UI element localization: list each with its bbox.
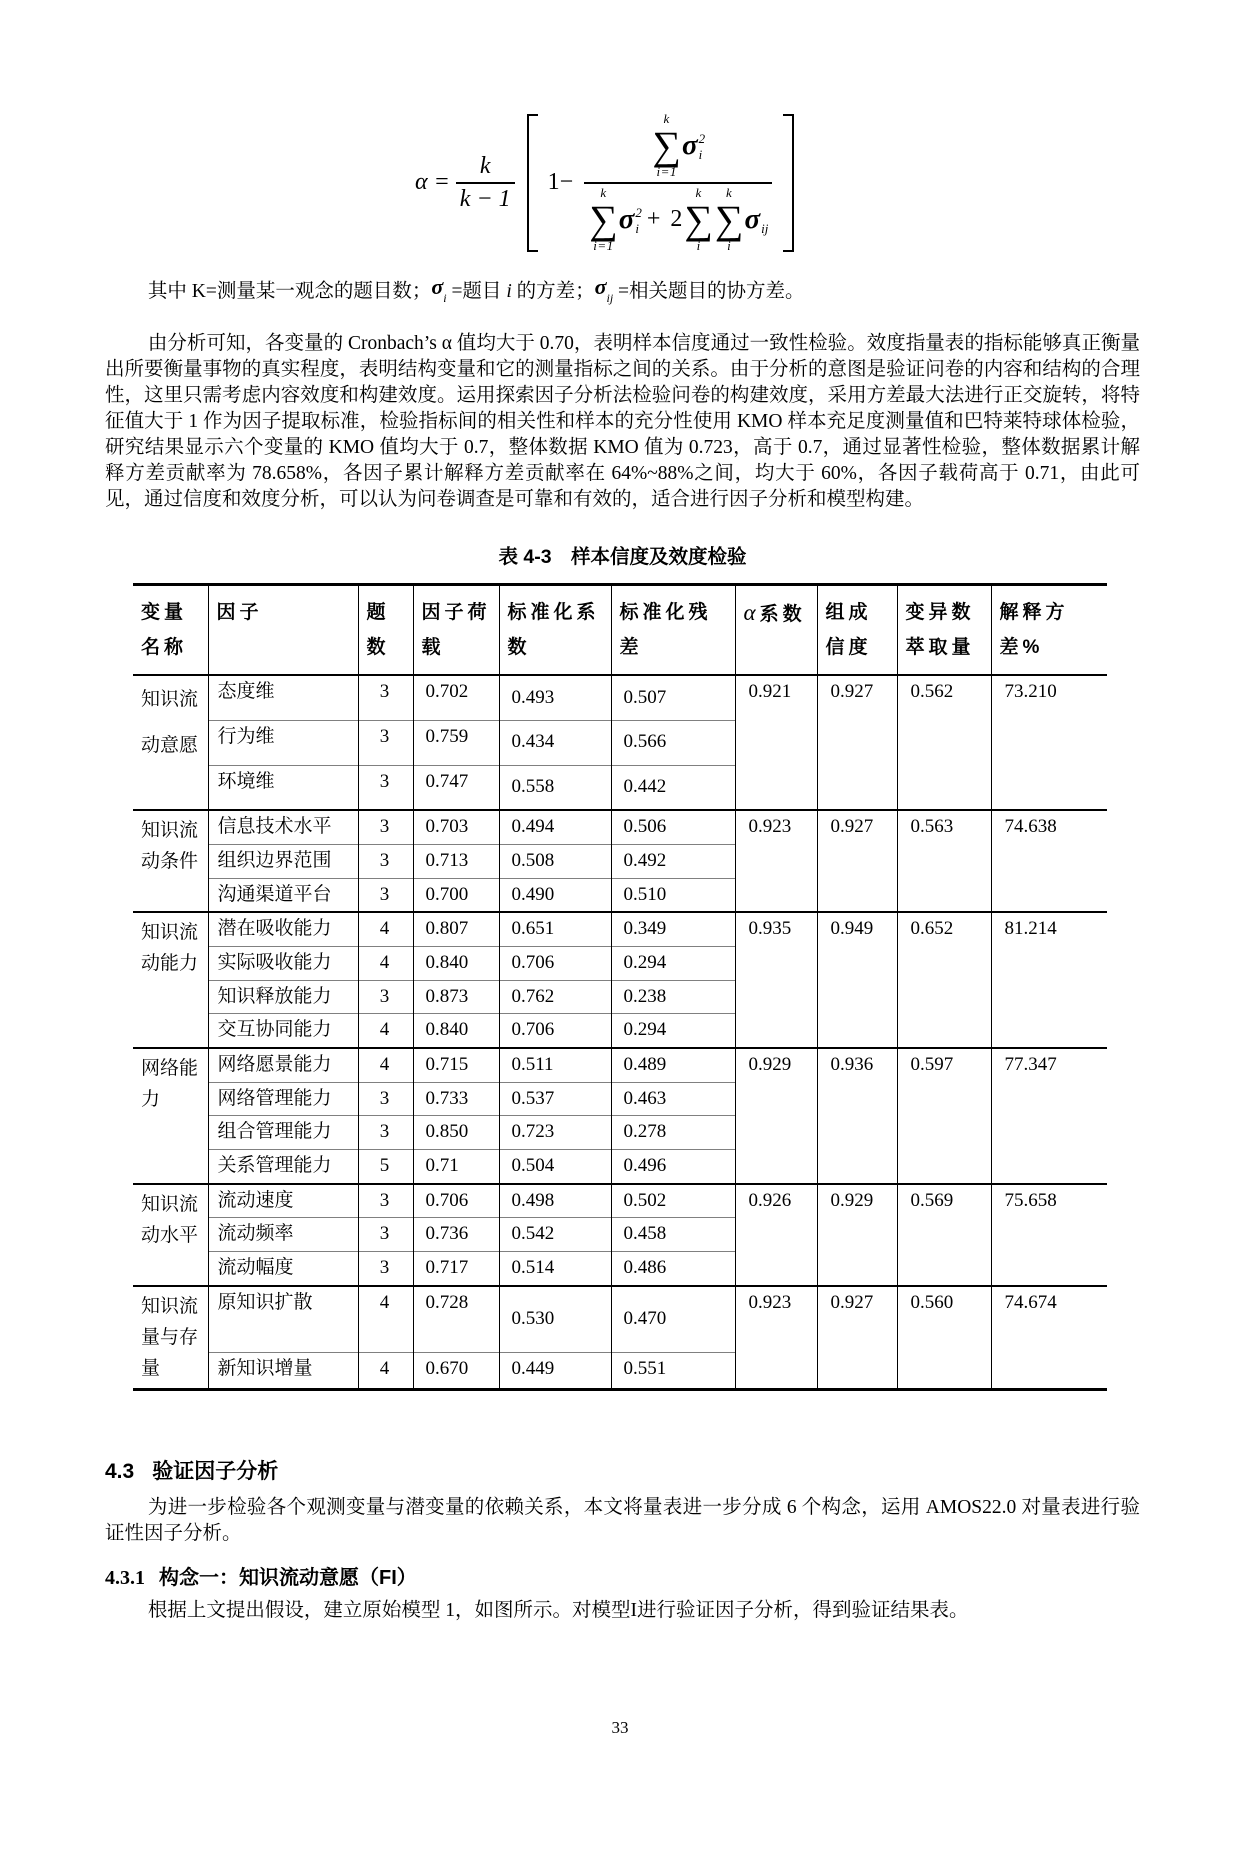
factor-cell: 流动幅度 (208, 1252, 358, 1286)
composite-reliability-cell: 0.927 (817, 810, 897, 912)
factor-cell: 关系管理能力 (208, 1150, 358, 1184)
factor-loading-cell: 0.840 (413, 1014, 499, 1048)
variable-name-cell: 知识流动条件 (133, 810, 208, 912)
formula-main-denominator (584, 182, 772, 254)
item-count-cell: 3 (358, 1218, 413, 1252)
table-row (133, 912, 1107, 946)
std-coefficient-cell: 0.498 (499, 1184, 611, 1218)
factor-loading-cell: 0.706 (413, 1184, 499, 1218)
item-count-cell: 4 (358, 946, 413, 980)
explained-variance-cell: 75.658 (991, 1184, 1107, 1286)
sigma-symbol: σ (618, 203, 635, 236)
item-count-cell: 3 (358, 675, 413, 720)
sigma-inline-sub: i (443, 290, 447, 305)
std-residual-cell: 0.492 (611, 844, 735, 878)
table-header-row (133, 585, 1107, 676)
std-coefficient-cell: 0.490 (499, 878, 611, 912)
item-count-cell: 5 (358, 1150, 413, 1184)
composite-reliability-cell: 0.936 (817, 1048, 897, 1184)
alpha-label: 系数 (759, 604, 806, 626)
section-heading-4-3 (105, 1455, 1140, 1485)
formula-one-minus: 1− (547, 169, 574, 196)
factor-loading-cell: 0.700 (413, 878, 499, 912)
sum-upper-limit: k (695, 184, 702, 200)
factor-cell: 组合管理能力 (208, 1116, 358, 1150)
alpha-value-cell: 0.929 (735, 1048, 817, 1184)
std-residual-cell: 0.294 (611, 946, 735, 980)
std-residual-cell: 0.551 (611, 1353, 735, 1389)
plus-operator: + (646, 206, 661, 233)
formula-main-fraction (584, 112, 772, 254)
item-count-cell: 4 (358, 1353, 413, 1389)
sum-upper-limit: k (726, 184, 733, 200)
std-residual-cell: 0.294 (611, 1014, 735, 1048)
item-count-cell: 4 (358, 1286, 413, 1353)
table-row (133, 1184, 1107, 1218)
section-number: 4.3.1 (105, 1566, 145, 1589)
right-bracket (783, 114, 794, 252)
section-title: 构念一：知识流动意愿（FI） (159, 1566, 417, 1589)
definition-text: =题目 (446, 280, 507, 302)
factor-loading-cell: 0.71 (413, 1150, 499, 1184)
std-coefficient-cell: 0.434 (499, 720, 611, 765)
factor-cell: 沟通渠道平台 (208, 878, 358, 912)
composite-reliability-cell: 0.927 (817, 675, 897, 810)
std-residual-cell: 0.502 (611, 1184, 735, 1218)
factor-loading-cell: 0.713 (413, 844, 499, 878)
variable-name-cell: 网络能力 (133, 1048, 208, 1184)
sigma-symbol: σ (681, 129, 698, 162)
sum-symbol (684, 186, 713, 254)
table-row (133, 1048, 1107, 1082)
definition-text: 其中 K=测量某一观念的题目数； (147, 280, 432, 302)
formula-coef-numerator: k (479, 152, 491, 179)
factor-cell: 新知识增量 (208, 1353, 358, 1389)
factor-cell: 流动频率 (208, 1218, 358, 1252)
reliability-table-body (133, 675, 1107, 1389)
page-content (0, 112, 1240, 1624)
factor-cell: 知识释放能力 (208, 980, 358, 1014)
section-heading-4-3-1 (105, 1561, 1140, 1590)
explained-variance-cell: 74.674 (991, 1286, 1107, 1390)
variance-extracted-cell: 0.569 (897, 1184, 991, 1286)
alpha-value-cell: 0.923 (735, 1286, 817, 1390)
factor-loading-cell: 0.702 (413, 675, 499, 720)
std-coefficient-cell: 0.558 (499, 765, 611, 810)
alpha-value-cell: 0.923 (735, 810, 817, 912)
variance-extracted-cell: 0.652 (897, 912, 991, 1048)
coefficient-two: 2 (670, 206, 683, 233)
factor-loading-cell: 0.703 (413, 810, 499, 844)
variance-extracted-cell: 0.563 (897, 810, 991, 912)
table-row (133, 1286, 1107, 1353)
std-coefficient-cell: 0.514 (499, 1252, 611, 1286)
alpha-value-cell: 0.926 (735, 1184, 817, 1286)
std-coefficient-cell: 0.762 (499, 980, 611, 1014)
header-composite-reliability: 组成信度 (817, 585, 897, 676)
explained-variance-cell: 77.347 (991, 1048, 1107, 1184)
item-count-cell: 3 (358, 1184, 413, 1218)
std-coefficient-cell: 0.651 (499, 912, 611, 946)
header-std-residual: 标准化残差 (611, 585, 735, 676)
factor-loading-cell: 0.759 (413, 720, 499, 765)
alpha-value-cell: 0.935 (735, 912, 817, 1048)
sigma-subscript: ij (761, 220, 769, 236)
sum-symbol (715, 186, 744, 254)
std-residual-cell: 0.510 (611, 878, 735, 912)
std-residual-cell: 0.470 (611, 1286, 735, 1353)
explained-variance-cell: 73.210 (991, 675, 1107, 810)
factor-cell: 组织边界范围 (208, 844, 358, 878)
alpha-value-cell: 0.921 (735, 675, 817, 810)
factor-cell: 原知识扩散 (208, 1286, 358, 1353)
std-coefficient-cell: 0.494 (499, 810, 611, 844)
sum-lower-limit: i (727, 237, 732, 253)
formula-main-numerator (647, 112, 709, 182)
sum-lower-limit: i=1 (593, 237, 614, 253)
variance-extracted-cell: 0.562 (897, 675, 991, 810)
item-count-cell: 3 (358, 844, 413, 878)
item-count-cell: 3 (358, 1252, 413, 1286)
explained-variance-cell: 74.638 (991, 810, 1107, 912)
item-count-cell: 3 (358, 1082, 413, 1116)
std-coefficient-cell: 0.504 (499, 1150, 611, 1184)
header-explained-variance: 解释方差% (991, 585, 1107, 676)
table-row (133, 810, 1107, 844)
header-item-count: 题数 (358, 585, 413, 676)
std-coefficient-cell: 0.508 (499, 844, 611, 878)
sum-symbol (652, 112, 681, 180)
formula-coefficient-fraction (456, 153, 515, 213)
std-residual-cell: 0.463 (611, 1082, 735, 1116)
std-residual-cell: 0.442 (611, 765, 735, 810)
header-factor-loading: 因子荷载 (413, 585, 499, 676)
sigma-inline: σ (594, 273, 607, 299)
sigma-subscript: i (635, 220, 639, 236)
item-count-cell: 3 (358, 878, 413, 912)
reliability-validity-table (133, 583, 1107, 1391)
formula-alpha-equals: α = (415, 169, 450, 196)
factor-cell: 交互协同能力 (208, 1014, 358, 1048)
formula-coef-denominator: k − 1 (456, 182, 515, 213)
analysis-paragraph: 由分析可知，各变量的 Cronbach’s α 值均大于 0.70，表明样本信度通过一致性检验。效度指量表的指标能够真正衡量出所要衡量事物的真实程度，表明结构变量和它的测量指标之间的关系。由于分析的意图是验证问卷的内容和结构的合理性，这里只需考虑内容效度和构建效度。运用探索因子分析法检验问卷的构建效度，采用方差最大法进行正交旋转，将特征值大于 1 作为因子提取标准，检验指标间的相关性和样本的充分性使用 KMO 样本充足度测量值和巴特莱特球体检验，研究结果显示六个变量的 KMO 值均大于 0.7，整体数据 KMO 值为 0.723，高于 0.7，通过显著性检验，整体数据累计解释方差贡献率为 78.658%，各因子累计解释方差贡献率在 64%~88%之间，均大于 60%，各因子载荷高于 0.71，由此可见，通过信度和效度分析，可以认为问卷调查是可靠和有效的，适合进行因子分析和模型构建。 (105, 333, 1140, 511)
std-residual-cell: 0.566 (611, 720, 735, 765)
sum-lower-limit: i (696, 237, 701, 253)
std-residual-cell: 0.496 (611, 1150, 735, 1184)
factor-loading-cell: 0.736 (413, 1218, 499, 1252)
sum-upper-limit: k (663, 111, 670, 126)
std-coefficient-cell: 0.511 (499, 1048, 611, 1082)
factor-cell: 环境维 (208, 765, 358, 810)
variable-name-cell: 知识流动能力 (133, 912, 208, 1048)
item-count-cell: 3 (358, 980, 413, 1014)
std-coefficient-cell: 0.530 (499, 1286, 611, 1353)
sigma-sum-glyph: ∑ (714, 196, 744, 242)
factor-cell: 网络管理能力 (208, 1082, 358, 1116)
sigma-subscript: i (698, 146, 703, 162)
std-residual-cell: 0.489 (611, 1048, 735, 1082)
sigma-superscript: 2 (698, 131, 706, 147)
factor-loading-cell: 0.670 (413, 1353, 499, 1389)
std-coefficient-cell: 0.706 (499, 946, 611, 980)
left-bracket (527, 114, 538, 252)
sum-lower-limit: i=1 (656, 163, 677, 179)
definition-text: 的方差； (511, 280, 595, 302)
definition-text: =相关题目的协方差。 (613, 280, 805, 302)
table-caption: 表 4-3 样本信度及效度检验 (498, 546, 747, 569)
sigma-sum-glyph: ∑ (589, 196, 618, 242)
std-coefficient-cell: 0.493 (499, 675, 611, 720)
factor-cell: 行为维 (208, 720, 358, 765)
std-residual-cell: 0.458 (611, 1218, 735, 1252)
alpha-symbol: α (743, 600, 756, 626)
factor-loading-cell: 0.728 (413, 1286, 499, 1353)
page-number: 33 (611, 1718, 629, 1737)
header-variable-name: 变量名称 (133, 585, 208, 676)
composite-reliability-cell: 0.927 (817, 1286, 897, 1390)
cronbach-alpha-formula (415, 112, 794, 254)
std-residual-cell: 0.349 (611, 912, 735, 946)
factor-cell: 态度维 (208, 675, 358, 720)
sigma-sup-sub (699, 131, 706, 162)
header-variance-extracted: 变异数萃取量 (897, 585, 991, 676)
variable-name-cell: 知识流动意愿 (133, 675, 208, 810)
std-coefficient-cell: 0.723 (499, 1116, 611, 1150)
std-residual-cell: 0.507 (611, 675, 735, 720)
table-row (133, 675, 1107, 720)
section-title: 验证因子分析 (152, 1459, 279, 1483)
sigma-sup-sub (761, 205, 768, 236)
variance-extracted-cell: 0.597 (897, 1048, 991, 1184)
std-coefficient-cell: 0.537 (499, 1082, 611, 1116)
std-coefficient-cell: 0.449 (499, 1353, 611, 1389)
sigma-sum-glyph: ∑ (652, 122, 681, 168)
section-number: 4.3 (105, 1459, 135, 1483)
sigma-superscript-empty (761, 205, 764, 221)
section-4-3-1-paragraph: 根据上文提出假设，建立原始模型 1，如图所示。对模型I进行验证因子分析，得到验证结果表。 (147, 1599, 969, 1621)
composite-reliability-cell: 0.949 (817, 912, 897, 1048)
item-count-cell: 3 (358, 765, 413, 810)
factor-loading-cell: 0.840 (413, 946, 499, 980)
std-coefficient-cell: 0.706 (499, 1014, 611, 1048)
factor-loading-cell: 0.733 (413, 1082, 499, 1116)
std-coefficient-cell: 0.542 (499, 1218, 611, 1252)
sigma-sup-sub (635, 205, 642, 236)
header-factor: 因子 (208, 585, 358, 676)
variable-name-cell: 知识流量与存量 (133, 1286, 208, 1390)
factor-cell: 网络愿景能力 (208, 1048, 358, 1082)
std-residual-cell: 0.238 (611, 980, 735, 1014)
factor-cell: 信息技术水平 (208, 810, 358, 844)
sigma-inline: σ (431, 273, 444, 299)
item-count-cell: 4 (358, 1014, 413, 1048)
std-residual-cell: 0.278 (611, 1116, 735, 1150)
factor-loading-cell: 0.715 (413, 1048, 499, 1082)
item-count-cell: 3 (358, 1116, 413, 1150)
sigma-sum-glyph: ∑ (684, 196, 713, 242)
sum-symbol (589, 186, 618, 254)
factor-loading-cell: 0.717 (413, 1252, 499, 1286)
factor-cell: 实际吸收能力 (208, 946, 358, 980)
header-std-coefficient: 标准化系数 (499, 585, 611, 676)
variable-name-cell: 知识流动水平 (133, 1184, 208, 1286)
composite-reliability-cell: 0.929 (817, 1184, 897, 1286)
formula-definition-paragraph (105, 273, 1140, 312)
sigma-inline-sub: ij (606, 290, 614, 305)
item-count-cell: 3 (358, 810, 413, 844)
factor-cell: 流动速度 (208, 1184, 358, 1218)
factor-cell: 潜在吸收能力 (208, 912, 358, 946)
variance-extracted-cell: 0.560 (897, 1286, 991, 1390)
item-count-cell: 4 (358, 1048, 413, 1082)
factor-loading-cell: 0.873 (413, 980, 499, 1014)
factor-loading-cell: 0.807 (413, 912, 499, 946)
sum-upper-limit: k (600, 184, 607, 200)
std-residual-cell: 0.506 (611, 810, 735, 844)
item-count-cell: 4 (358, 912, 413, 946)
variable-i: i (506, 280, 512, 302)
sigma-superscript: 2 (635, 205, 642, 221)
explained-variance-cell: 81.214 (991, 912, 1107, 1048)
section-4-3-paragraph: 为进一步检验各个观测变量与潜变量的依赖关系，本文将量表进一步分成 6 个构念，运用 AMOS22.0 对量表进行验证性因子分析。 (105, 1496, 1140, 1544)
factor-loading-cell: 0.850 (413, 1116, 499, 1150)
factor-loading-cell: 0.747 (413, 765, 499, 810)
header-alpha-coefficient (735, 585, 817, 676)
std-residual-cell: 0.486 (611, 1252, 735, 1286)
item-count-cell: 3 (358, 720, 413, 765)
sigma-symbol: σ (744, 203, 761, 236)
